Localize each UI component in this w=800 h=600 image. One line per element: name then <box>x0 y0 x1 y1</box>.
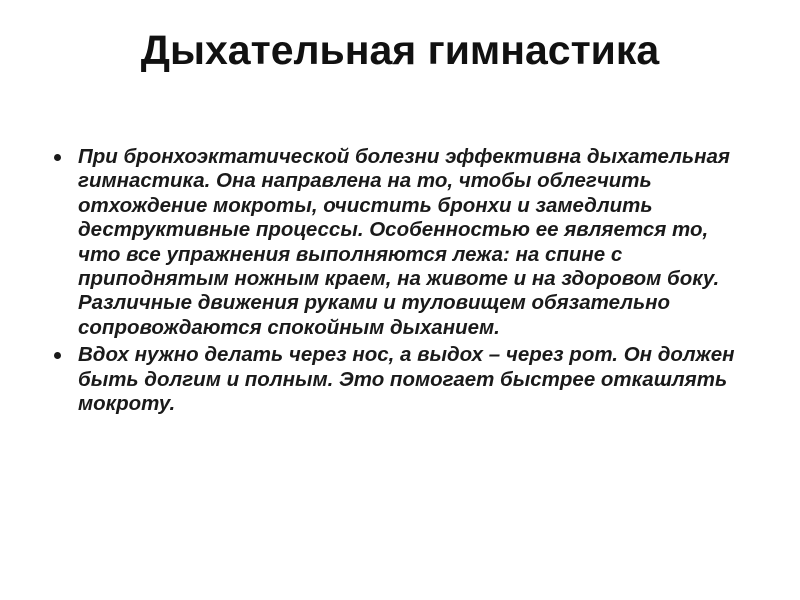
bullet-icon <box>54 154 61 161</box>
bullet-text: При бронхоэктатической болезни эффективна дыхательная гимнастика. Она направлена на то, чтобы облегчить отхождение мокроты, очистить бронхи и замедлить деструктивные процессы. Особенностью ее является то, что все упражнения выполняются лежа: на спине с приподнятым ножным краем, на животе и на здоровом боку. Различные движения руками и туловищем обязательно сопровождаются спокойным дыханием. <box>78 145 730 339</box>
bullet-item <box>50 145 750 340</box>
bullet-icon <box>54 352 61 359</box>
slide-title: Дыхательная гимнастика <box>140 27 660 73</box>
bullet-item <box>50 343 750 416</box>
bullet-list <box>50 145 750 419</box>
bullet-text: Вдох нужно делать через нос, а выдох – через рот. Он должен быть долгим и полным. Это помогает быстрее откашлять мокроту. <box>78 343 735 416</box>
